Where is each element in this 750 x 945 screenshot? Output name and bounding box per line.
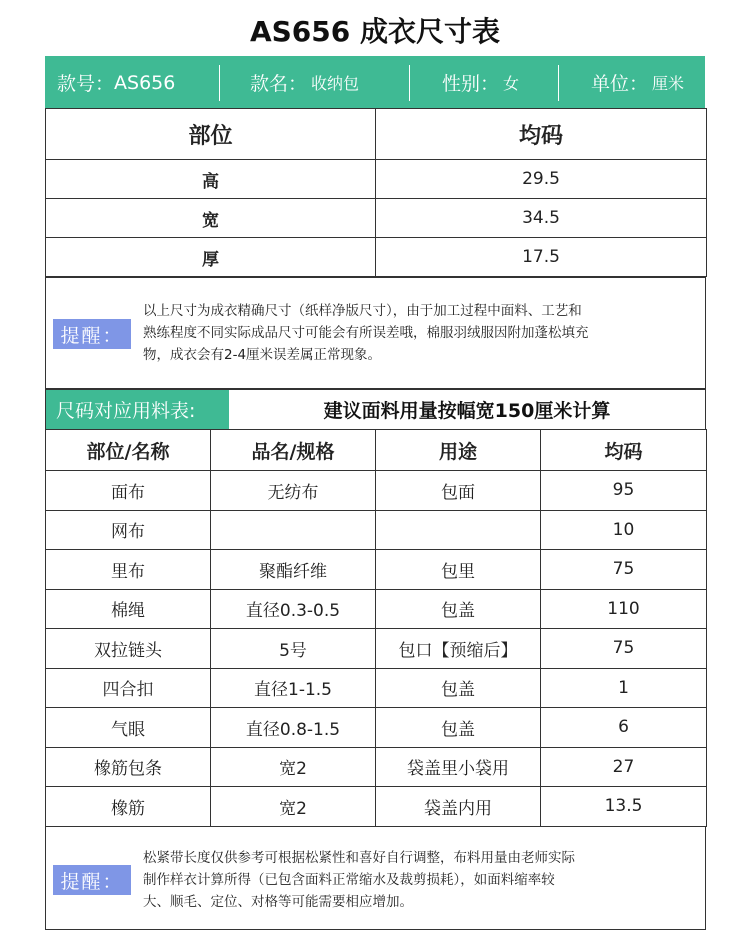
header-qty: 均码 xyxy=(541,430,707,471)
spec-cell: 直径0.8-1.5 xyxy=(211,708,376,748)
use-cell: 包盖 xyxy=(376,589,541,629)
materials-table-header xyxy=(46,430,707,471)
spec-cell: 5号 xyxy=(211,629,376,669)
gender-value: 女 xyxy=(503,74,520,93)
reminder-box xyxy=(45,277,706,389)
table-row xyxy=(46,550,707,590)
size-table-header xyxy=(46,109,707,160)
use-cell: 包盖 xyxy=(376,708,541,748)
name-cell: 网布 xyxy=(46,510,211,550)
header-part: 部位 xyxy=(46,109,376,160)
table-row xyxy=(46,747,707,787)
name-cell: 面布 xyxy=(46,471,211,511)
page-title: AS656 成衣尺寸表 xyxy=(249,15,501,48)
gender-label: 性别： xyxy=(442,73,500,95)
value-cell: 29.5 xyxy=(376,160,707,199)
table-row xyxy=(46,510,707,550)
gender-cell xyxy=(410,56,558,109)
use-cell: 包面 xyxy=(376,471,541,511)
value-cell: 34.5 xyxy=(376,199,707,238)
reminder-text xyxy=(143,300,695,366)
reminder-box xyxy=(45,826,706,930)
use-cell: 袋盖里小袋用 xyxy=(376,747,541,787)
style-no-value: AS656 xyxy=(114,71,176,94)
style-no-label: 款号： xyxy=(57,73,115,95)
spec-cell: 宽2 xyxy=(211,747,376,787)
name-cell: 双拉链头 xyxy=(46,629,211,669)
reminder-line: 制作样衣计算所得（已包含面料正常缩水及裁剪损耗），如面料缩率较 xyxy=(143,872,555,888)
table-row xyxy=(46,787,707,827)
name-cell: 橡筋包条 xyxy=(46,747,211,787)
qty-cell: 75 xyxy=(541,550,707,590)
table-row xyxy=(46,199,707,238)
spec-cell: 无纺布 xyxy=(211,471,376,511)
table-row xyxy=(46,160,707,199)
name-cell: 棉绳 xyxy=(46,589,211,629)
product-info-bar xyxy=(45,56,705,109)
reminder-line: 大、顺毛、定位、对格等可能需要相应增加。 xyxy=(143,894,413,910)
name-cell: 里布 xyxy=(46,550,211,590)
qty-cell: 10 xyxy=(541,510,707,550)
part-cell: 宽 xyxy=(46,199,376,238)
materials-note: 建议面料用量按幅宽150厘米计算 xyxy=(323,400,611,422)
reminder-line: 松紧带长度仅供参考可根据松紧性和喜好自行调整，布料用量由老师实际 xyxy=(143,850,575,866)
use-cell: 袋盖内用 xyxy=(376,787,541,827)
qty-cell: 95 xyxy=(541,471,707,511)
spec-cell xyxy=(211,510,376,550)
style-name-cell xyxy=(220,56,409,109)
part-cell: 厚 xyxy=(46,238,376,277)
part-cell: 高 xyxy=(46,160,376,199)
name-cell: 气眼 xyxy=(46,708,211,748)
use-cell xyxy=(376,510,541,550)
table-row xyxy=(46,589,707,629)
style-name-value: 收纳包 xyxy=(311,74,360,93)
unit-label: 单位： xyxy=(591,73,649,95)
spec-cell: 直径1-1.5 xyxy=(211,668,376,708)
reminder-line: 熟练程度不同实际成品尺寸可能会有所误差哦，棉服羽绒服因附加蓬松填充 xyxy=(143,325,589,341)
use-cell: 包盖 xyxy=(376,668,541,708)
reminder-label: 提醒： xyxy=(53,865,131,895)
name-cell: 四合扣 xyxy=(46,668,211,708)
qty-cell: 75 xyxy=(541,629,707,669)
header-use: 用途 xyxy=(376,430,541,471)
unit-cell xyxy=(559,56,704,109)
spec-cell: 聚酯纤维 xyxy=(211,550,376,590)
qty-cell: 1 xyxy=(541,668,707,708)
table-row xyxy=(46,668,707,708)
table-row xyxy=(46,708,707,748)
value-cell: 17.5 xyxy=(376,238,707,277)
header-size: 均码 xyxy=(376,109,707,160)
spec-cell: 直径0.3-0.5 xyxy=(211,589,376,629)
reminder-label: 提醒： xyxy=(53,319,131,349)
reminder-line: 以上尺寸为成衣精确尺寸（纸样净版尺寸），由于加工过程中面料、工艺和 xyxy=(143,303,582,319)
reminder-text xyxy=(143,847,695,913)
table-row xyxy=(46,629,707,669)
unit-value: 厘米 xyxy=(652,74,685,93)
reminder-line: 物，成衣会有2-4厘米误差属正常现象。 xyxy=(143,347,382,363)
header-spec: 品名/规格 xyxy=(211,430,376,471)
header-name: 部位/名称 xyxy=(46,430,211,471)
table-row xyxy=(46,471,707,511)
style-name-label: 款名： xyxy=(250,73,308,95)
name-cell: 橡筋 xyxy=(46,787,211,827)
materials-bar xyxy=(45,389,706,429)
use-cell: 包口【预缩后】 xyxy=(376,629,541,669)
materials-label: 尺码对应用料表: xyxy=(46,390,229,429)
table-row xyxy=(46,238,707,277)
materials-table xyxy=(45,429,707,827)
qty-cell: 110 xyxy=(541,589,707,629)
use-cell: 包里 xyxy=(376,550,541,590)
qty-cell: 13.5 xyxy=(541,787,707,827)
size-table xyxy=(45,108,707,277)
qty-cell: 27 xyxy=(541,747,707,787)
spec-cell: 宽2 xyxy=(211,787,376,827)
style-no-cell xyxy=(45,56,219,109)
qty-cell: 6 xyxy=(541,708,707,748)
